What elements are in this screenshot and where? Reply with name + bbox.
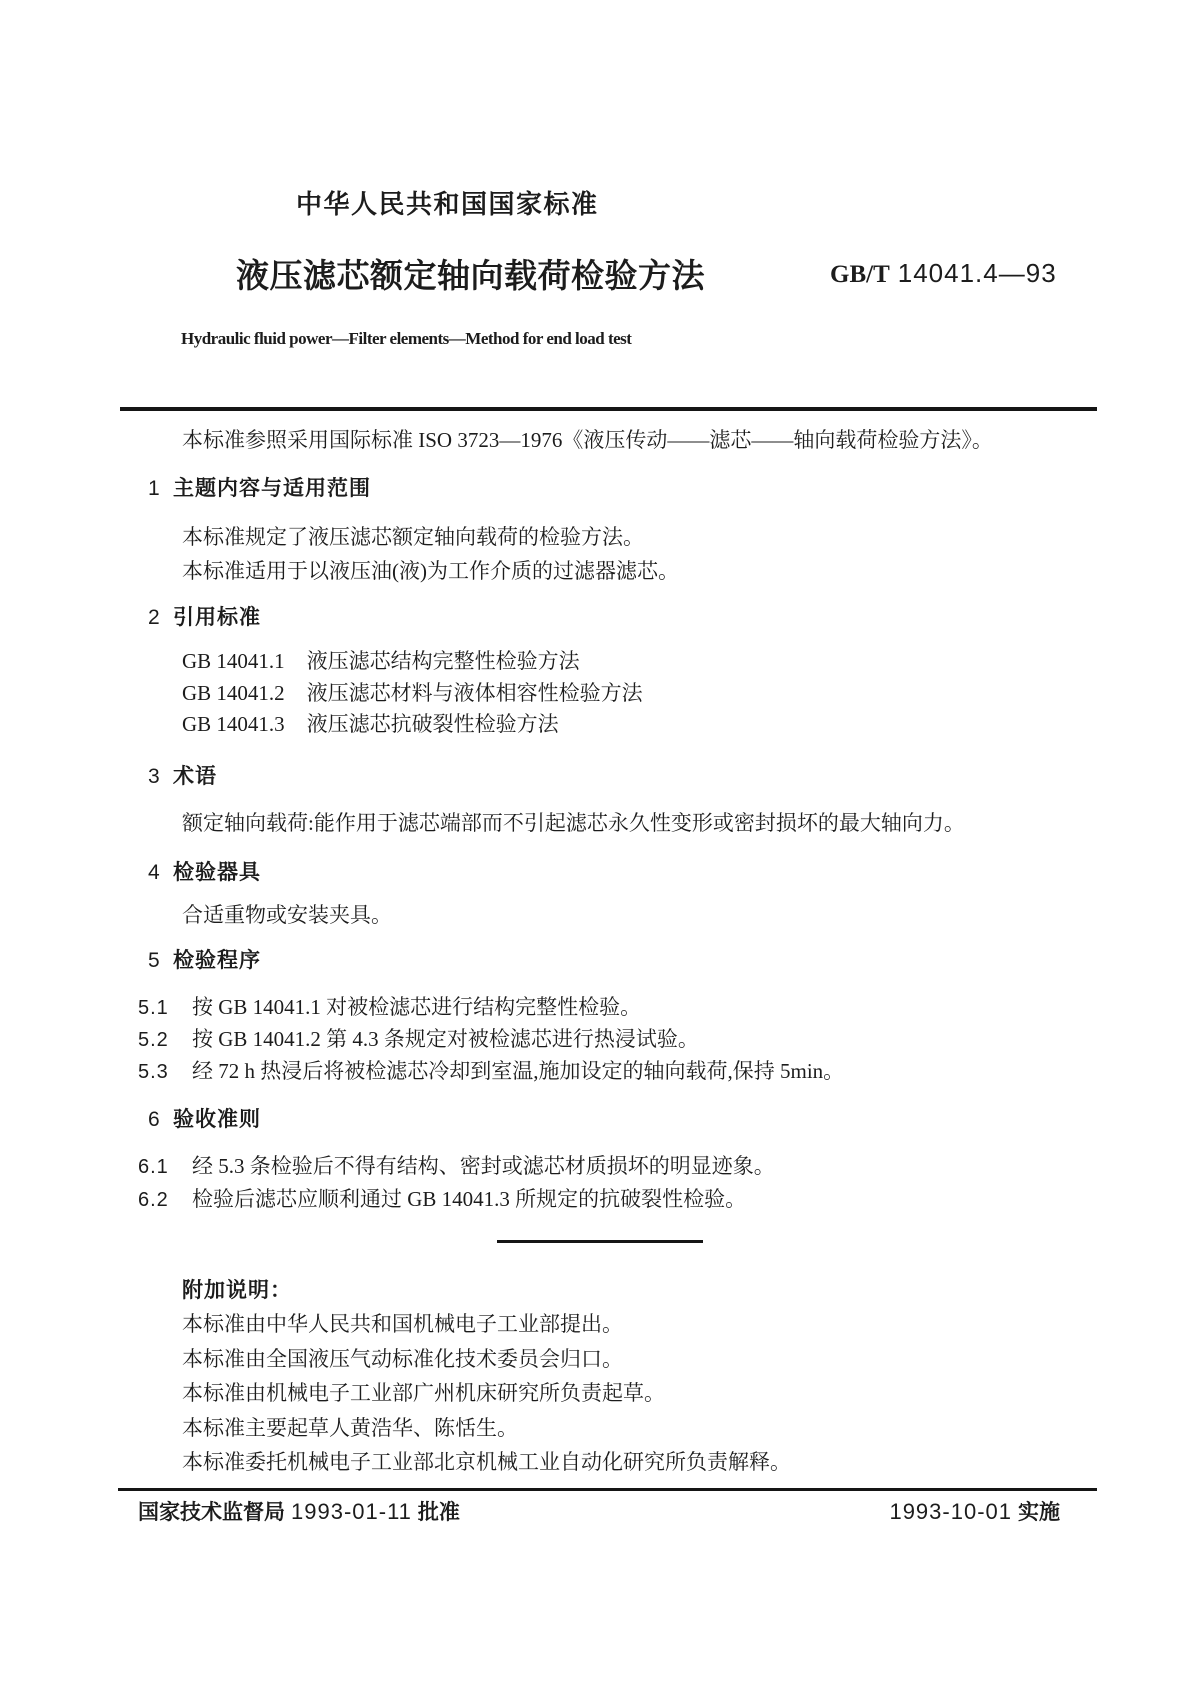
section-3-paragraph: 额定轴向载荷:能作用于滤芯端部而不引起滤芯永久性变形或密封损坏的最大轴向力。: [182, 811, 965, 835]
standard-number-prefix: GB/T: [830, 261, 890, 288]
footer-approval-date: 1993-01-11: [291, 1499, 412, 1524]
national-standard-header: 中华人民共和国国家标准: [296, 189, 599, 219]
intro-paragraph: 本标准参照采用国际标准 ISO 3723—1976《液压传动——滤芯——轴向载荷检验方法》。: [182, 428, 993, 452]
header-divider-rule: [120, 407, 1097, 411]
standard-number-digits: 14041.4—93: [897, 258, 1057, 288]
clause-row: [138, 1059, 844, 1084]
clause-row: [138, 995, 641, 1020]
standard-number: [830, 259, 1057, 290]
section-3-number: 3: [148, 765, 161, 788]
footer-approval-suffix: 批准: [417, 1501, 460, 1524]
reference-code: GB 14041.2: [182, 681, 285, 705]
section-6-title: 验收准则: [173, 1108, 261, 1131]
standard-title-cn: 液压滤芯额定轴向载荷检验方法: [236, 257, 705, 294]
section-3-heading: [148, 764, 217, 789]
clause-text: 按 GB 14041.2 第 4.3 条规定对被检滤芯进行热浸试验。: [192, 1027, 699, 1051]
clause-number: 5.3: [138, 1061, 169, 1083]
standard-title-en: Hydraulic fluid power—Filter elements—Method for end load test: [181, 329, 632, 348]
reference-name: 液压滤芯结构完整性检验方法: [306, 649, 580, 673]
note-item: 本标准委托机械电子工业部北京机械工业自动化研究所负责解释。: [182, 1450, 791, 1474]
notes-title: 附加说明：: [182, 1279, 292, 1302]
clause-text: 按 GB 14041.1 对被检滤芯进行结构完整性检验。: [192, 995, 642, 1019]
section-5-heading: [148, 948, 261, 973]
clause-number: 6.1: [138, 1156, 169, 1178]
section-2-title: 引用标准: [173, 606, 261, 629]
section-3-title: 术语: [173, 765, 217, 788]
clause-row: [138, 1154, 775, 1179]
section-1-heading: [148, 476, 371, 501]
footer-approval-org: 国家技术监督局: [138, 1501, 285, 1524]
footer-divider-rule: [118, 1488, 1097, 1491]
clause-row: [138, 1027, 699, 1052]
section-1-paragraph-1: 本标准规定了液压滤芯额定轴向载荷的检验方法。: [182, 525, 644, 549]
section-2-number: 2: [148, 606, 161, 629]
section-5-title: 检验程序: [173, 949, 261, 972]
section-separator-rule: [497, 1240, 703, 1243]
reference-item: [182, 681, 643, 705]
section-4-heading: [148, 860, 261, 885]
footer-approval: [138, 1499, 460, 1525]
clause-row: [138, 1187, 746, 1212]
reference-item: [182, 649, 580, 673]
section-6-heading: [148, 1107, 261, 1132]
note-item: 本标准由全国液压气动标准化技术委员会归口。: [182, 1347, 623, 1371]
clause-text: 经 72 h 热浸后将被检滤芯冷却到室温,施加设定的轴向载荷,保持 5min。: [192, 1059, 845, 1083]
section-4-title: 检验器具: [173, 861, 261, 884]
section-1-number: 1: [148, 477, 161, 500]
footer-implementation-suffix: 实施: [1018, 1501, 1060, 1524]
clause-text: 检验后滤芯应顺利通过 GB 14041.3 所规定的抗破裂性检验。: [192, 1187, 747, 1211]
clause-text: 经 5.3 条检验后不得有结构、密封或滤芯材质损坏的明显迹象。: [192, 1154, 775, 1178]
reference-code: GB 14041.1: [182, 649, 285, 673]
section-5-number: 5: [148, 949, 161, 972]
section-6-number: 6: [148, 1108, 161, 1131]
clause-number: 5.2: [138, 1029, 169, 1051]
clause-number: 6.2: [138, 1189, 169, 1211]
reference-name: 液压滤芯材料与液体相容性检验方法: [306, 681, 643, 705]
note-item: 本标准由中华人民共和国机械电子工业部提出。: [182, 1312, 623, 1336]
note-item: 本标准主要起草人黄浩华、陈恬生。: [182, 1416, 518, 1440]
footer-implementation-date: 1993-10-01: [889, 1499, 1012, 1524]
section-1-paragraph-2: 本标准适用于以液压油(液)为工作介质的过滤器滤芯。: [182, 559, 679, 583]
reference-code: GB 14041.3: [182, 712, 285, 736]
note-item: 本标准由机械电子工业部广州机床研究所负责起草。: [182, 1381, 665, 1405]
footer-implementation: [883, 1499, 1060, 1525]
section-4-number: 4: [148, 861, 161, 884]
reference-name: 液压滤芯抗破裂性检验方法: [306, 712, 559, 736]
clause-number: 5.1: [138, 997, 169, 1019]
section-1-title: 主题内容与适用范围: [173, 477, 371, 500]
section-2-heading: [148, 605, 261, 630]
section-4-paragraph: 合适重物或安装夹具。: [182, 903, 392, 927]
reference-item: [182, 712, 559, 736]
